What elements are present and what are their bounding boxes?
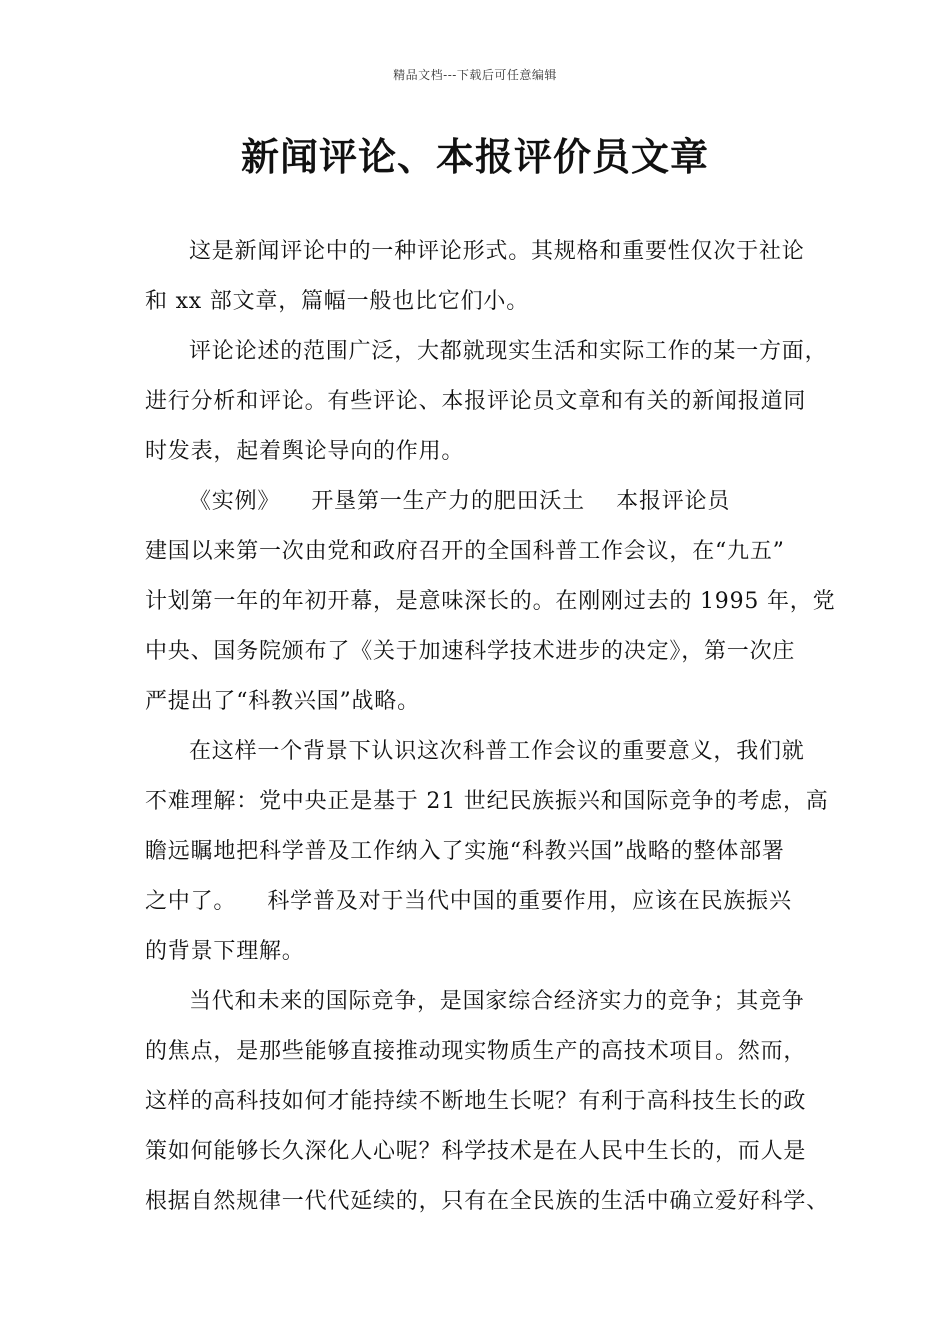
text-line: 严提出了“科教兴国”战略。 — [145, 689, 420, 714]
text-line: 的焦点，是那些能够直接推动现实物质生产的高技术项目。然而， — [145, 1039, 807, 1064]
text-line: 的背景下理解。 — [145, 939, 305, 964]
text-line: 进行分析和评论。有些评论、本报评论员文章和有关的新闻报道同 — [145, 389, 807, 414]
text-line: 不难理解：党中央正是基于 21 世纪民族振兴和国际竞争的考虑，高 — [145, 789, 829, 814]
text-line: 评论论述的范围广泛，大都就现实生活和实际工作的某一方面， — [189, 339, 828, 364]
text-line: 中央、国务院颁布了《关于加速科学技术进步的决定》，第一次庄 — [145, 639, 796, 664]
text-line: 策如何能够长久深化人心呢？科学技术是在人民中生长的，而人是 — [145, 1139, 807, 1164]
header-note: 精品文档---下载后可任意编辑 — [393, 68, 557, 82]
text-line: 瞻远瞩地把科学普及工作纳入了实施“科教兴国”战略的整体部署 — [145, 839, 785, 864]
text-line: 当代和未来的国际竞争，是国家综合经济实力的竞争；其竞争 — [189, 989, 805, 1014]
text-line: 根据自然规律一代代延续的，只有在全民族的生活中确立爱好科学、 — [145, 1189, 830, 1214]
text-line: 《实例》 开垦第一生产力的肥田沃土 本报评论员 — [189, 489, 731, 514]
text-line: 建国以来第一次由党和政府召开的全国科普工作会议，在“九五” — [145, 539, 785, 564]
document-title: 新闻评论、本报评价员文章 — [240, 135, 709, 179]
text-line: 时发表，起着舆论导向的作用。 — [145, 439, 465, 464]
document-body — [145, 227, 836, 1227]
text-line: 和 xx 部文章，篇幅一般也比它们小。 — [145, 289, 530, 314]
text-line: 这是新闻评论中的一种评论形式。其规格和重要性仅次于社论 — [189, 239, 805, 264]
text-line: 计划第一年的年初开幕，是意味深长的。在刚刚过去的 1995 年，党 — [145, 589, 836, 614]
text-line: 在这样一个背景下认识这次科普工作会议的重要意义，我们就 — [189, 739, 805, 764]
text-line: 这样的高科技如何才能持续不断地生长呢？有利于高科技生长的政 — [145, 1089, 807, 1114]
text-line: 之中了。 科学普及对于当代中国的重要作用，应该在民族振兴 — [145, 889, 792, 914]
